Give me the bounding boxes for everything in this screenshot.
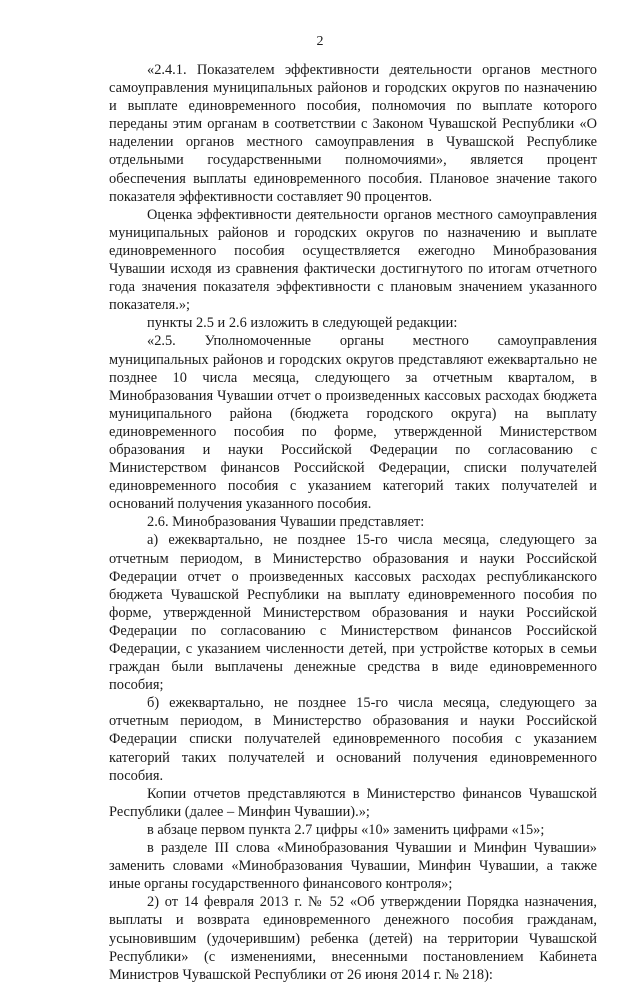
paragraph-resolution-52: 2) от 14 февраля 2013 г. № 52 «Об утверждении Порядка назначения, выплаты и возврата единовременного денежного пособия гражданам, усыновившим (удочерившим) ребенка (детей) на территории Чувашской Республики» (с изменениями, внесенными постановлением Кабинета Министров Чувашской Республики от 26 июня 2014 г. № 218): [109,894,597,983]
paragraph-efficiency-assessment: Оценка эффективности деятельности органов местного самоуправления муниципальных районов и городских округов по назначению и выплате единовременного пособия осуществляется ежегодно Минобразования Чувашии исходя из сравнения фактически достигнутого по итогам отчетного года значения показателя эффективности с плановым значением указанного показателя.»; [109,206,597,314]
paragraph-2-4-1: «2.4.1. Показателем эффективности деятельности органов местного самоуправления муниципальных районов и городских округов по назначению и выплате единовременного пособия, полномочия по выплате которого переданы этим органам в соответствии с Законом Чувашской Республики «О наделении органов местного самоуправления в Чувашской Республике отдельными государственными полномочиями», является процент обеспечения выплаты единовременного пособия. Плановое значение такого показателя эффективности составляет 90 процентов. [109,62,597,205]
paragraph-2-6-b: б) ежеквартально, не позднее 15-го числа месяца, следующего за отчетным периодом, в Министерство образования и науки Российской Федерации списки получателей единовременного пособия с указанием категорий таких получателей и оснований получения единовременного пособия. [109,695,597,784]
paragraph-point-2-7: в абзаце первом пункта 2.7 цифры «10» заменить цифрами «15»; [147,821,545,838]
paragraph-2-5: «2.5. Уполномоченные органы местного самоуправления муниципальных районов и городских округов представляют ежеквартально не позднее 10 числа месяца, следующего за отчетным кварталом, в Минобразования Чувашии отчет о произведенных кассовых расходах бюджета муниципального района (бюджета городского округа) на выплату единовременного пособия по форме, утвержденной Министерством образования и науки Российской Федерации по согласованию с Министерством финансов Российской Федерации, списки получателей единовременного пособия с указанием категорий таких получателей и оснований получения указанного пособия. [109,333,597,513]
paragraph-section-iii: в разделе III слова «Минобразования Чувашии и Минфин Чувашии» заменить словами «Минобразования Чувашии, Минфин Чувашии, а также иные органы государственного финансового контроля»; [109,840,597,893]
paragraph-2-6: 2.6. Минобразования Чувашии представляет: [147,514,425,531]
paragraph-points-2-5-2-6: пункты 2.5 и 2.6 изложить в следующей редакции: [147,315,458,332]
document-body [109,61,597,984]
paragraph-2-6-a: а) ежеквартально, не позднее 15-го числа месяца, следующего за отчетным периодом, в Министерство образования и науки Российской Федерации отчет о произведенных кассовых расходах республиканского бюджета Чувашской Республики на выплату единовременного пособия по форме, утвержденной Министерством образования и науки Российской Федерации по согласованию с Министерством финансов Российской Федерации, с указанием численности детей, при устройстве которых в семьи граждан были выплачены денежные средства в виде единовременного пособия; [109,532,597,694]
page-number: 2 [316,34,324,49]
paragraph-report-copies: Копии отчетов представляются в Министерство финансов Чувашской Республики (далее – Минфин Чувашии).»; [109,785,597,820]
